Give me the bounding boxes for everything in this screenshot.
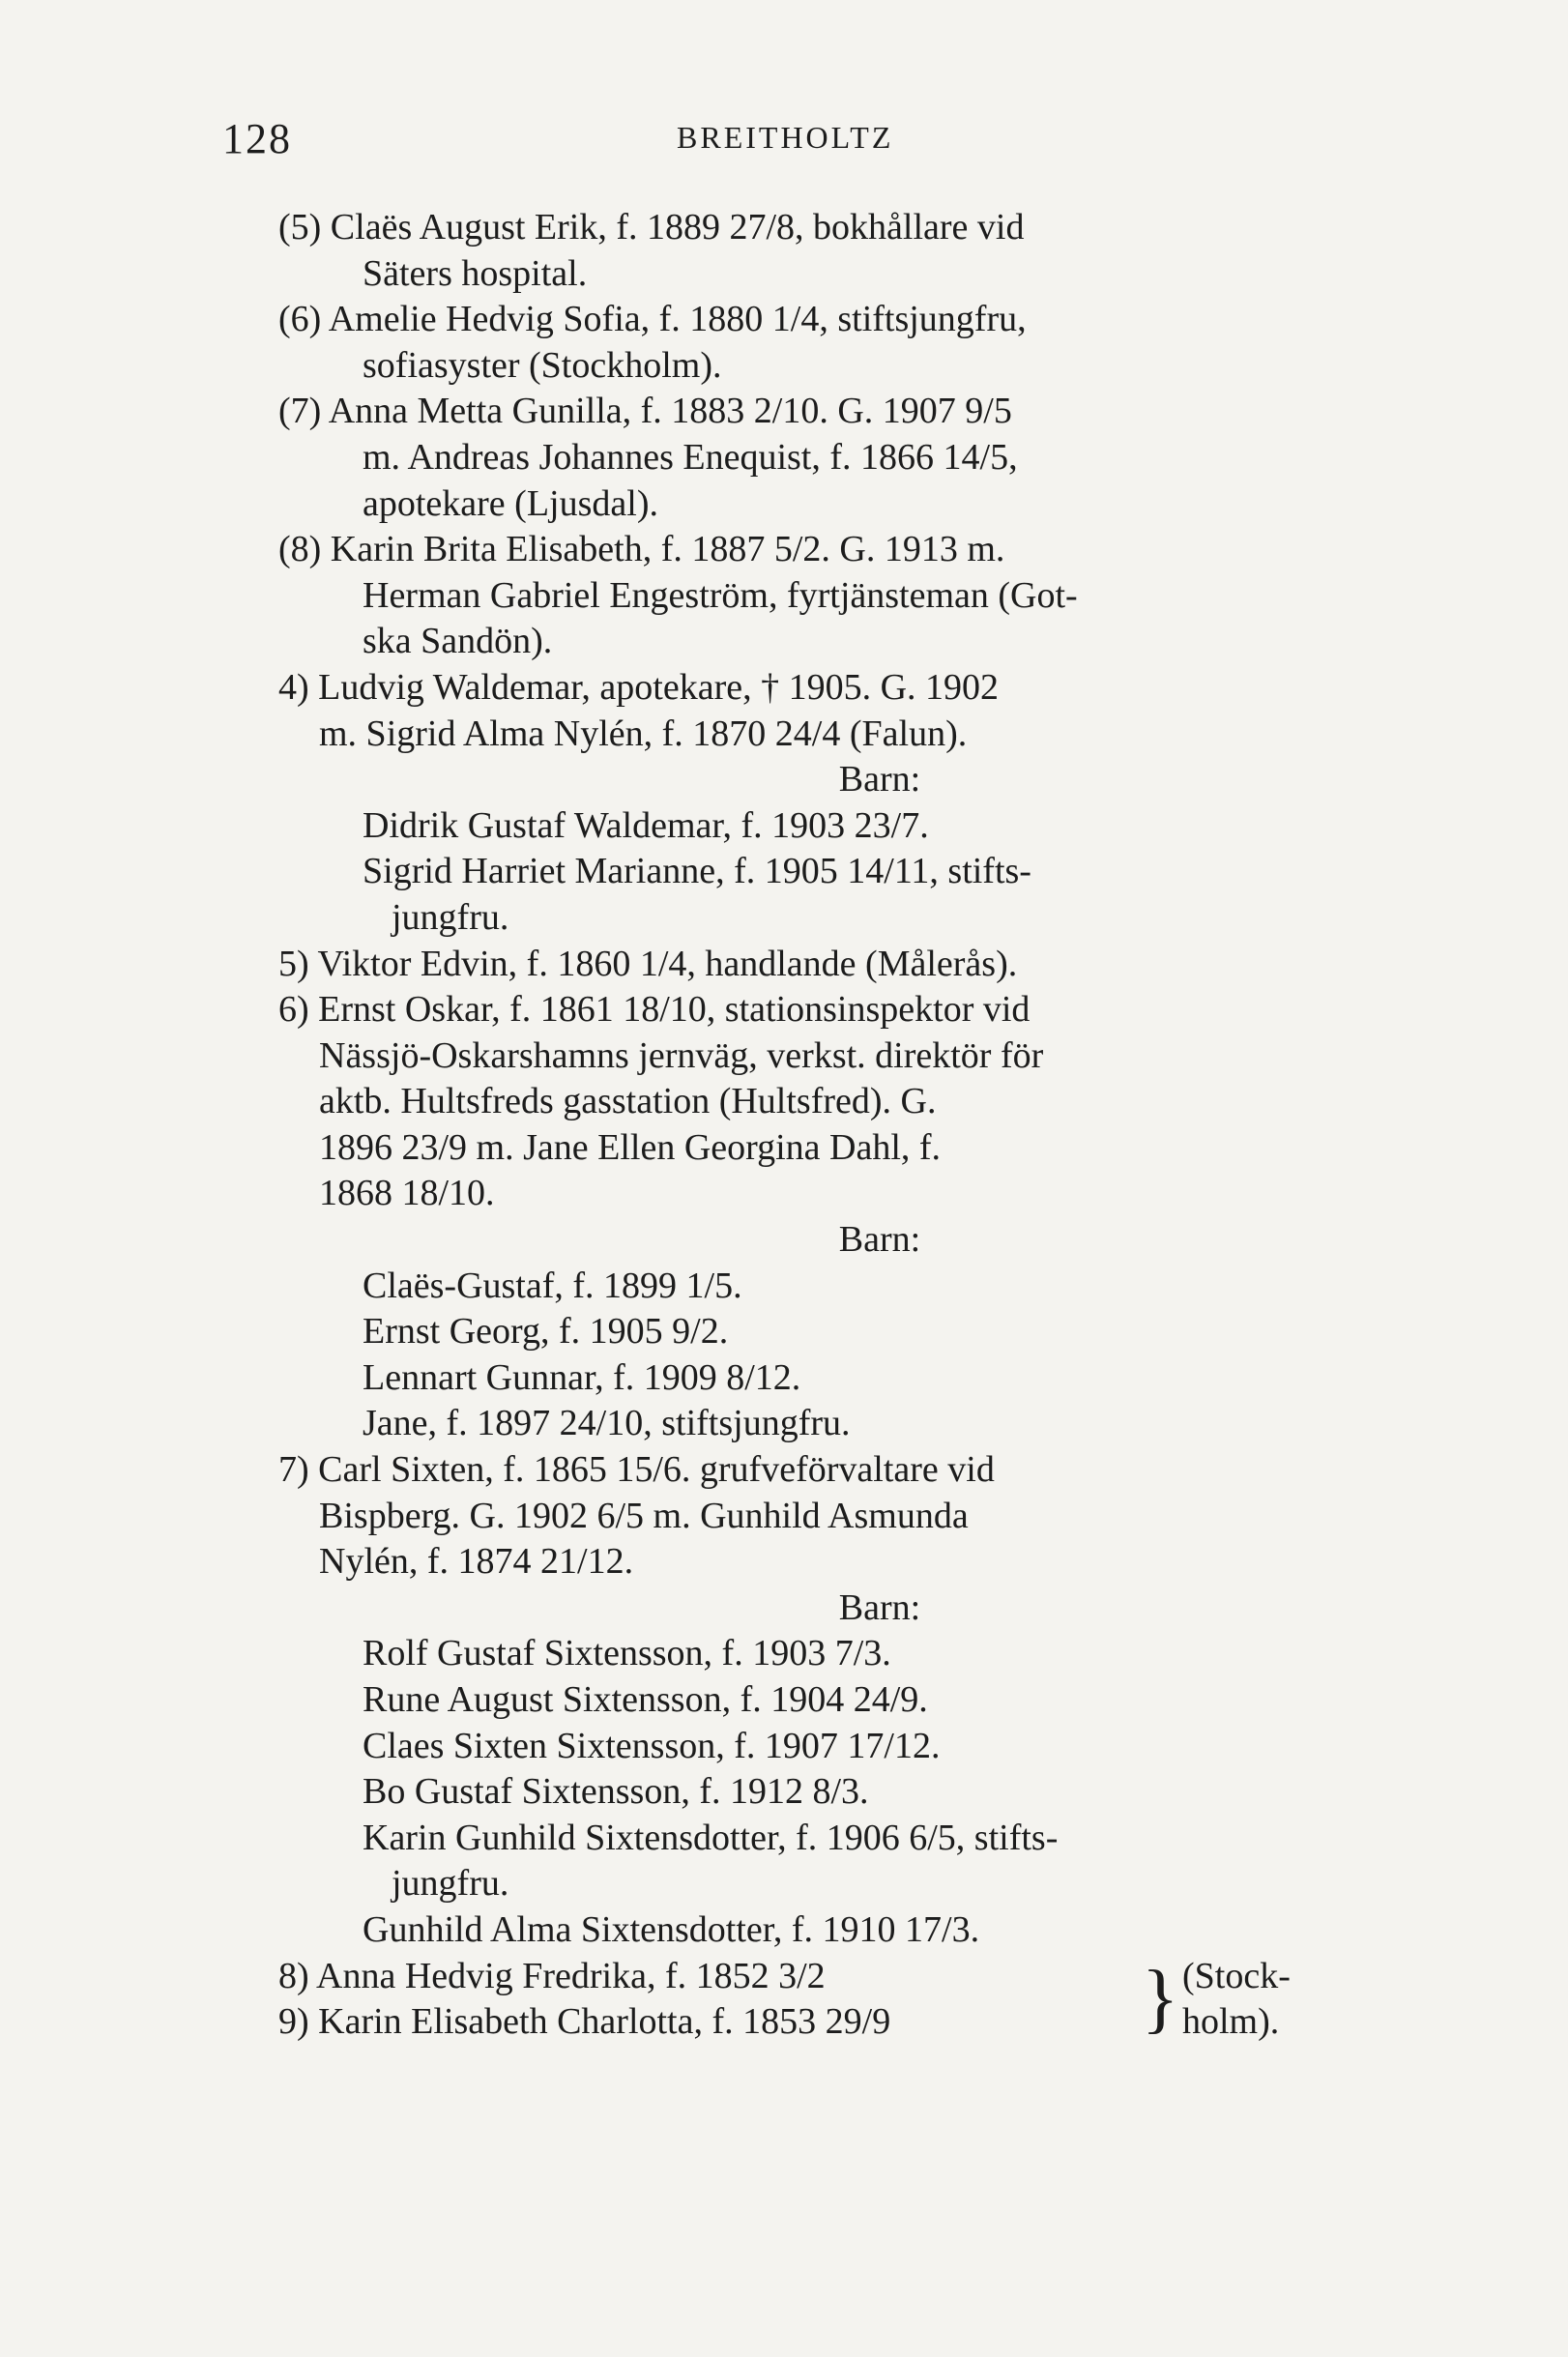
entry-line: Herman Gabriel Engeström, fyrtjänsteman (Got- — [363, 574, 1078, 616]
child-line: Karin Gunhild Sixtensdotter, f. 1906 6/5, stifts- — [363, 1817, 1059, 1858]
child-line: jungfru. — [392, 896, 509, 938]
entry-line: m. Andreas Johannes Enequist, f. 1866 14/5, — [363, 436, 1018, 478]
child-line: Lennart Gunnar, f. 1909 8/12. — [363, 1356, 801, 1398]
brace-note-second: holm). — [1182, 2001, 1280, 2043]
entry-line: 1868 18/10. — [319, 1173, 495, 1214]
child-line: Bo Gustaf Sixtensson, f. 1912 8/3. — [363, 1771, 869, 1813]
entry-line: (7) Anna Metta Gunilla, f. 1883 2/10. G. 1907 9/5 — [278, 391, 1012, 432]
child-line: Didrik Gustaf Waldemar, f. 1903 23/7. — [363, 804, 929, 846]
child-line: Jane, f. 1897 24/10, stiftsjungfru. — [363, 1403, 851, 1444]
entry-line: (6) Amelie Hedvig Sofia, f. 1880 1/4, stiftsjungfru, — [278, 299, 1027, 340]
entry-line: m. Sigrid Alma Nylén, f. 1870 24/4 (Falun). — [319, 713, 968, 754]
page-header — [222, 114, 1423, 172]
entry-line: aktb. Hultsfreds gasstation (Hultsfred). G. — [319, 1081, 937, 1122]
entry-line: ska Sandön). — [363, 621, 553, 662]
child-line: Ernst Georg, f. 1905 9/2. — [363, 1311, 729, 1353]
child-line: Gunhild Alma Sixtensdotter, f. 1910 17/3. — [363, 1908, 980, 1950]
entry-line: 6) Ernst Oskar, f. 1861 18/10, stationsinspektor vid — [278, 989, 1031, 1031]
entry-line: (5) Claës August Erik, f. 1889 27/8, bokhållare vid — [278, 207, 1025, 247]
entry-line: 1896 23/9 m. Jane Ellen Georgina Dahl, f. — [319, 1126, 942, 1168]
child-line: Sigrid Harriet Marianne, f. 1905 14/11, stifts- — [363, 851, 1031, 892]
entry-line: apotekare (Ljusdal). — [363, 482, 658, 524]
child-line: Claes Sixten Sixtensson, f. 1907 17/12. — [363, 1725, 941, 1766]
entry-line: Nylén, f. 1874 21/12. — [319, 1541, 634, 1583]
running-head: BREITHOLTZ — [677, 120, 894, 155]
entry-line-braced — [278, 1999, 1440, 2046]
child-line: jungfru. — [392, 1863, 509, 1905]
entry-line: (8) Karin Brita Elisabeth, f. 1887 5/2. G. 1913 m. — [278, 529, 1005, 570]
entry-line: 5) Viktor Edvin, f. 1860 1/4, handlande (Målerås). — [278, 943, 1018, 984]
child-line: Rune August Sixtensson, f. 1904 24/9. — [363, 1679, 928, 1720]
entry-text: 9) Karin Elisabeth Charlotta, f. 1853 29/9 — [278, 2001, 891, 2043]
entry-line: sofiasyster (Stockholm). — [363, 344, 722, 386]
page-number: 128 — [222, 115, 292, 162]
barn-heading: Barn: — [838, 759, 921, 800]
entry-line: 4) Ludvig Waldemar, apotekare, † 1905. G. 1902 — [278, 666, 1000, 708]
entry-line: Säters hospital. — [363, 252, 588, 294]
barn-heading: Barn: — [838, 1219, 921, 1261]
child-line: Claës-Gustaf, f. 1899 1/5. — [363, 1265, 742, 1306]
barn-heading: Barn: — [838, 1586, 921, 1628]
entry-line: Bispberg. G. 1902 6/5 m. Gunhild Asmunda — [319, 1495, 969, 1536]
entry-text: 8) Anna Hedvig Fredrika, f. 1852 3/2 — [278, 1955, 826, 1996]
child-line: Rolf Gustaf Sixtensson, f. 1903 7/3. — [363, 1633, 891, 1674]
brace-glyph: } — [1142, 1955, 1179, 2041]
page-body — [278, 205, 1440, 2046]
entry-line: Nässjö-Oskarshamns jernväg, verkst. direktör för — [319, 1034, 1044, 1076]
entry-line: 7) Carl Sixten, f. 1865 15/6. grufveförvaltare vid — [278, 1449, 995, 1491]
brace-note-first: (Stock- — [1182, 1955, 1291, 1996]
